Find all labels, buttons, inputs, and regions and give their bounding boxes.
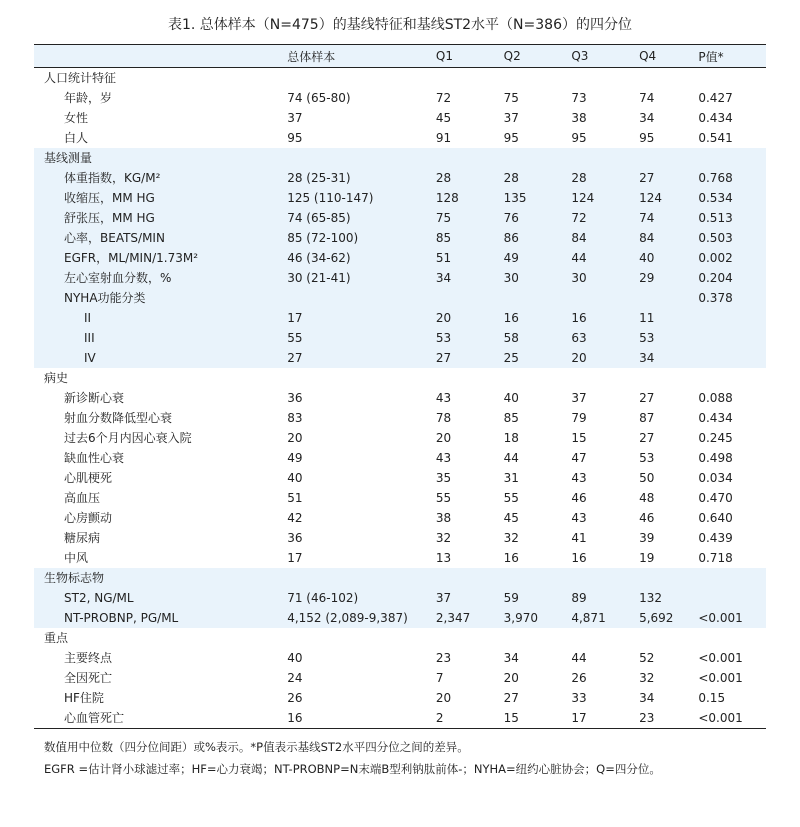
baseline-characteristics-table	[34, 44, 766, 729]
cell-q3: 15	[571, 431, 587, 445]
row-label: 女性	[64, 111, 89, 125]
cell-pvalue: 0.15	[698, 691, 726, 705]
cell-q2: 135	[503, 191, 527, 205]
row-label: 中风	[64, 551, 89, 565]
cell-total: 26	[287, 691, 303, 705]
cell-q3: 46	[571, 491, 587, 505]
cell-pvalue	[698, 348, 766, 368]
table-row	[34, 248, 766, 268]
cell-total: 74 (65-80)	[287, 91, 351, 105]
cell-pvalue: 0.002	[698, 251, 733, 265]
cell-q4: 48	[639, 491, 655, 505]
cell-pvalue: 0.541	[698, 131, 733, 145]
cell-q3: 95	[571, 131, 587, 145]
cell-q4: 84	[639, 231, 655, 245]
section-title: 重点	[44, 631, 69, 645]
cell-q1: 38	[435, 511, 452, 525]
row-label: NYHA功能分类	[64, 291, 146, 305]
cell-q4: 29	[639, 271, 655, 285]
cell-q2: 44	[503, 451, 519, 465]
section-row	[34, 68, 766, 89]
row-label: 左心室射血分数，%	[64, 271, 172, 285]
cell-pvalue: 0.470	[698, 491, 733, 505]
cell-total: 30 (21-41)	[287, 271, 351, 285]
cell-q2: 16	[503, 311, 519, 325]
table-row	[34, 168, 766, 188]
table-row	[34, 648, 766, 668]
cell-q2: 18	[503, 431, 519, 445]
row-label: 舒张压，MM HG	[64, 211, 155, 225]
cell-q3: 30	[571, 271, 587, 285]
table-row	[34, 268, 766, 288]
row-label: 收缩压，MM HG	[64, 191, 155, 205]
cell-total: 27	[287, 351, 303, 365]
cell-q1: 32	[435, 531, 452, 545]
cell-q3: 4,871	[571, 611, 606, 625]
cell-q3	[571, 288, 639, 308]
cell-total: 20	[287, 431, 303, 445]
cell-q4: 132	[639, 591, 662, 605]
cell-q1: 20	[435, 311, 452, 325]
cell-q4: 32	[639, 671, 655, 685]
row-label: 心房颤动	[64, 511, 113, 525]
cell-q4: 39	[639, 531, 655, 545]
cell-total: 17	[287, 551, 303, 565]
row-label: 主要终点	[64, 651, 113, 665]
cell-q3: 17	[571, 708, 639, 729]
cell-total: 71 (46-102)	[287, 591, 359, 605]
cell-q1: 2	[436, 708, 504, 729]
cell-q1: 13	[435, 551, 452, 565]
cell-q2: 32	[503, 531, 519, 545]
cell-q2: 49	[503, 251, 519, 265]
cell-q4: 27	[639, 171, 655, 185]
header-row	[34, 45, 766, 68]
row-label: 白人	[64, 131, 89, 145]
cell-pvalue	[698, 588, 766, 608]
cell-pvalue: <0.001	[698, 671, 743, 685]
cell-total: 74 (65-85)	[287, 211, 351, 225]
section-row	[34, 568, 766, 588]
footnote-2: EGFR =估计肾小球滤过率；HF=心力衰竭；NT-PROBNP=N末端B型利钠肽前体-；NYHA=纽约心脏协会；Q=四分位。	[44, 762, 661, 776]
table-row	[34, 408, 766, 428]
table-row	[34, 488, 766, 508]
cell-q2: 85	[503, 411, 519, 425]
table-row	[34, 228, 766, 248]
row-label: 心血管死亡	[34, 708, 287, 729]
section-title: 人口统计特征	[44, 71, 117, 85]
cell-total: 24	[287, 671, 303, 685]
cell-pvalue: <0.001	[698, 611, 743, 625]
table-row	[34, 528, 766, 548]
cell-q4: 74	[639, 91, 655, 105]
cell-q2: 40	[503, 391, 519, 405]
cell-total: 125 (110-147)	[287, 191, 374, 205]
cell-q4: 74	[639, 211, 655, 225]
cell-q4: 5,692	[639, 611, 674, 625]
cell-q3: 37	[571, 391, 587, 405]
cell-total: 36	[287, 531, 303, 545]
cell-q1: 85	[435, 231, 452, 245]
table-row	[34, 468, 766, 488]
table-row	[34, 128, 766, 148]
cell-pvalue: 0.640	[698, 511, 733, 525]
table-row	[34, 448, 766, 468]
cell-pvalue: 0.439	[698, 531, 733, 545]
section-row	[34, 148, 766, 168]
cell-q2: 15	[504, 708, 572, 729]
cell-q1: 34	[435, 271, 452, 285]
table-row	[34, 328, 766, 348]
cell-q3: 28	[571, 171, 587, 185]
cell-pvalue: 0.088	[698, 391, 733, 405]
cell-q1: 2,347	[435, 611, 471, 625]
cell-q2: 28	[503, 171, 519, 185]
cell-q3: 44	[571, 251, 587, 265]
cell-q3: 38	[571, 111, 587, 125]
cell-q3: 16	[571, 311, 587, 325]
cell-q1: 28	[435, 171, 452, 185]
cell-pvalue: 0.034	[698, 471, 733, 485]
cell-pvalue: 0.434	[698, 411, 733, 425]
cell-total: 4,152 (2,089-9,387)	[287, 611, 408, 625]
cell-q1: 20	[435, 691, 452, 705]
cell-total: 55	[287, 331, 303, 345]
table-row	[34, 428, 766, 448]
row-label: 心率，BEATS/MIN	[64, 231, 165, 245]
cell-total: 85 (72-100)	[287, 231, 359, 245]
section-row	[34, 628, 766, 648]
table-row	[34, 688, 766, 708]
table-row	[34, 388, 766, 408]
row-label: 年龄，岁	[64, 91, 113, 105]
header-cell-q1: Q1	[435, 49, 453, 63]
row-label: III	[84, 331, 95, 345]
cell-q2: 25	[503, 351, 519, 365]
cell-q4	[639, 288, 698, 308]
cell-q3: 89	[571, 591, 587, 605]
row-label: 全因死亡	[64, 671, 113, 685]
section-title: 病史	[44, 371, 69, 385]
cell-q4: 34	[639, 691, 655, 705]
cell-pvalue: 0.534	[698, 191, 733, 205]
table-row	[34, 188, 766, 208]
cell-pvalue: <0.001	[698, 651, 743, 665]
cell-total: 49	[287, 451, 303, 465]
section-row	[34, 368, 766, 388]
cell-pvalue: 0.503	[698, 231, 733, 245]
cell-pvalue: 0.768	[698, 171, 733, 185]
row-label: 高血压	[64, 491, 101, 505]
cell-q4: 19	[639, 551, 655, 565]
cell-pvalue: 0.513	[698, 211, 733, 225]
cell-q2: 55	[503, 491, 519, 505]
table-row	[34, 668, 766, 688]
cell-q3: 43	[571, 471, 587, 485]
table-row	[34, 608, 766, 628]
cell-q4: 23	[639, 708, 698, 729]
cell-q4: 27	[639, 391, 655, 405]
cell-pvalue: 0.245	[698, 431, 733, 445]
cell-q2: 86	[503, 231, 519, 245]
cell-total: 17	[287, 311, 303, 325]
cell-q4: 87	[639, 411, 655, 425]
cell-q2: 30	[503, 271, 519, 285]
table-title: 表1. 总体样本（N=475）的基线特征和基线ST2水平（N=386）的四分位	[167, 17, 632, 33]
cell-q3: 63	[571, 331, 587, 345]
cell-q4: 50	[639, 471, 655, 485]
header-cell-total: 总体样本	[287, 49, 336, 64]
cell-q1: 7	[435, 671, 444, 685]
cell-q3: 47	[571, 451, 587, 465]
table-row	[34, 108, 766, 128]
cell-total: 51	[287, 491, 303, 505]
cell-total: 37	[287, 111, 303, 125]
table-header	[34, 45, 766, 68]
cell-pvalue: 0.204	[698, 271, 733, 285]
cell-q3: 124	[571, 191, 595, 205]
cell-q2: 31	[503, 471, 519, 485]
cell-q1: 35	[435, 471, 452, 485]
row-label: 新诊断心衰	[64, 391, 125, 405]
cell-q2: 3,970	[503, 611, 538, 625]
cell-q1: 91	[435, 131, 452, 145]
cell-q3: 73	[571, 91, 587, 105]
cell-total: 16	[287, 708, 436, 729]
row-label: 糖尿病	[64, 531, 101, 545]
table-row	[34, 88, 766, 108]
cell-q1: 51	[435, 251, 452, 265]
cell-q1: 27	[435, 351, 452, 365]
cell-q1: 45	[435, 111, 452, 125]
row-label: 射血分数降低型心衰	[64, 411, 173, 425]
cell-q3: 26	[571, 671, 587, 685]
row-label: 心肌梗死	[64, 471, 113, 485]
cell-q4: 53	[639, 331, 655, 345]
row-label: 过去6个月内因心衰入院	[64, 431, 192, 445]
cell-q2: 59	[503, 591, 519, 605]
row-label: NT-PROBNP, PG/ML	[64, 611, 179, 625]
section-title: 基线测量	[44, 151, 93, 165]
table-row	[34, 548, 766, 568]
cell-q3: 72	[571, 211, 587, 225]
cell-total: 28 (25-31)	[287, 171, 351, 185]
section-title: 生物标志物	[44, 571, 105, 585]
row-label: 缺血性心衰	[64, 451, 125, 465]
cell-q3: 16	[571, 551, 587, 565]
table-row	[34, 308, 766, 328]
cell-q1	[436, 288, 504, 308]
cell-q1: 20	[435, 431, 452, 445]
cell-q2: 37	[503, 111, 519, 125]
cell-q4: 46	[639, 511, 655, 525]
cell-q4: 95	[639, 131, 655, 145]
cell-total: 42	[287, 511, 303, 525]
cell-q1: 128	[435, 191, 459, 205]
cell-q2: 58	[503, 331, 519, 345]
row-label: II	[84, 311, 92, 325]
cell-q4: 124	[639, 191, 662, 205]
cell-q4: 34	[639, 111, 655, 125]
cell-total: 46 (34-62)	[287, 251, 351, 265]
cell-q1: 43	[435, 451, 452, 465]
cell-q4: 52	[639, 651, 655, 665]
cell-q4: 40	[639, 251, 655, 265]
footnote-1: 数值用中位数（四分位间距）或%表示。*P值表示基线ST2水平四分位之间的差异。	[44, 740, 469, 754]
cell-q4: 11	[639, 311, 655, 325]
cell-q2: 20	[503, 671, 519, 685]
header-cell-pvalue: P值*	[698, 49, 724, 64]
cell-total: 40	[287, 471, 303, 485]
cell-total: 95	[287, 131, 303, 145]
cell-q1: 23	[435, 651, 452, 665]
table-row	[34, 708, 766, 729]
cell-total: 36	[287, 391, 303, 405]
cell-q1: 55	[435, 491, 452, 505]
table-row	[34, 508, 766, 528]
cell-q4: 34	[639, 351, 655, 365]
cell-q1: 72	[435, 91, 452, 105]
cell-pvalue	[698, 308, 766, 328]
table-row	[34, 208, 766, 228]
row-label: ST2, NG/ML	[64, 591, 134, 605]
cell-total: 83	[287, 411, 303, 425]
cell-q2: 75	[503, 91, 519, 105]
cell-q1: 78	[435, 411, 452, 425]
cell-pvalue: 0.434	[698, 111, 733, 125]
cell-pvalue: <0.001	[698, 708, 766, 729]
row-label: 体重指数，KG/M²	[64, 171, 161, 185]
cell-q2: 16	[503, 551, 519, 565]
cell-q4: 27	[639, 431, 655, 445]
cell-pvalue	[698, 328, 766, 348]
header-cell-q3: Q3	[571, 49, 589, 63]
cell-q4: 53	[639, 451, 655, 465]
cell-q2: 27	[503, 691, 519, 705]
cell-q1: 43	[435, 391, 452, 405]
cell-q1: 53	[435, 331, 452, 345]
cell-pvalue: 0.498	[698, 451, 733, 465]
table-row	[34, 348, 766, 368]
cell-total	[287, 288, 436, 308]
cell-q2	[504, 288, 572, 308]
table-body	[34, 68, 766, 729]
cell-q3: 43	[571, 511, 587, 525]
cell-q1: 37	[435, 591, 452, 605]
cell-total: 40	[287, 651, 303, 665]
cell-pvalue: 0.718	[698, 551, 733, 565]
header-cell-label	[34, 45, 287, 68]
row-label: HF住院	[64, 691, 104, 705]
table-row	[34, 288, 766, 308]
cell-q3: 41	[571, 531, 587, 545]
cell-q3: 84	[571, 231, 587, 245]
cell-q3: 20	[571, 351, 587, 365]
cell-q2: 76	[503, 211, 519, 225]
header-cell-q4: Q4	[639, 49, 657, 63]
cell-q3: 33	[571, 691, 587, 705]
cell-q3: 44	[571, 651, 587, 665]
header-cell-q2: Q2	[503, 49, 521, 63]
cell-q2: 95	[503, 131, 519, 145]
cell-q1: 75	[435, 211, 452, 225]
row-label: IV	[84, 351, 96, 365]
row-label: EGFR，ML/MIN/1.73M²	[64, 251, 198, 265]
cell-q2: 45	[503, 511, 519, 525]
cell-pvalue: 0.427	[698, 91, 733, 105]
cell-q2: 34	[503, 651, 519, 665]
cell-pvalue: 0.378	[698, 291, 733, 305]
cell-q3: 79	[571, 411, 587, 425]
table-row	[34, 588, 766, 608]
